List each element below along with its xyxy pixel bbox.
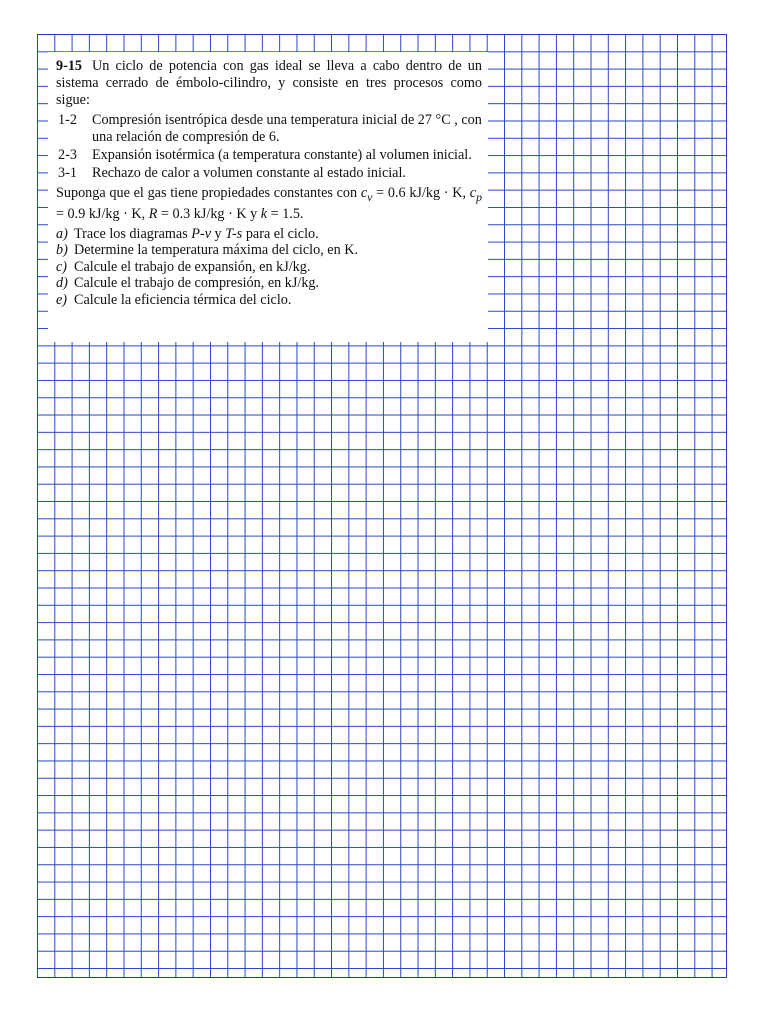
r-value: = 0.3 kJ/kg · K y <box>160 205 258 222</box>
process-item <box>56 112 482 146</box>
question-item <box>56 259 482 276</box>
question-letter: d) <box>56 275 68 292</box>
process-id: 1-2 <box>58 112 77 128</box>
question-letter: c) <box>56 258 68 275</box>
question-text: Trace los diagramas P-v y T-s para el ciclo. <box>74 225 319 242</box>
cv-value: = 0.6 kJ/kg · K, <box>376 185 467 201</box>
question-text: Calcule el trabajo de compresión, en kJ/kg. <box>74 275 320 292</box>
question-item <box>56 242 482 259</box>
question-item <box>56 275 482 292</box>
problem-intro-text: Un ciclo de potencia con gas ideal se lleva a cabo dentro de un sistema cerrado de émbolo-cilindro, y consiste en tres procesos como sigue: <box>56 58 482 108</box>
question-letter: e) <box>56 291 68 308</box>
question-item <box>56 226 482 243</box>
process-id: 3-1 <box>58 165 77 181</box>
cp-value: = 0.9 kJ/kg · K, <box>56 205 146 222</box>
question-list <box>56 226 482 309</box>
problem-intro <box>56 58 482 109</box>
process-text: Compresión isentrópica desde una temperatura inicial de 27 °C , con una relación de compresión de 6. <box>92 112 482 145</box>
process-text: Rechazo de calor a volumen constante al estado inicial. <box>92 165 406 181</box>
process-text: Expansión isotérmica (a temperatura constante) al volumen inicial. <box>92 147 472 163</box>
cp-subscript: p <box>476 189 483 204</box>
process-item <box>56 165 482 182</box>
process-id: 2-3 <box>58 147 77 163</box>
process-item <box>56 147 482 164</box>
problem-number: 9-15 <box>56 58 83 74</box>
question-text: Determine la temperatura máxima del ciclo, en K. <box>74 242 359 259</box>
question-text: Calcule el trabajo de expansión, en kJ/kg. <box>74 258 311 275</box>
r-symbol: R <box>148 205 158 222</box>
question-text: Calcule la eficiencia térmica del ciclo. <box>74 291 292 308</box>
question-item <box>56 292 482 309</box>
problem-statement <box>48 52 488 342</box>
k-symbol: k <box>260 205 268 222</box>
cv-symbol: c <box>360 185 368 201</box>
assumption-lead: Suponga que el gas tiene propiedades constantes con <box>56 185 358 201</box>
assumption-text <box>56 185 482 223</box>
question-letter: a) <box>56 225 68 242</box>
cp-symbol: c <box>469 185 477 201</box>
question-letter: b) <box>56 242 68 259</box>
k-value: = 1.5. <box>270 205 304 222</box>
cv-subscript: v <box>367 189 373 204</box>
